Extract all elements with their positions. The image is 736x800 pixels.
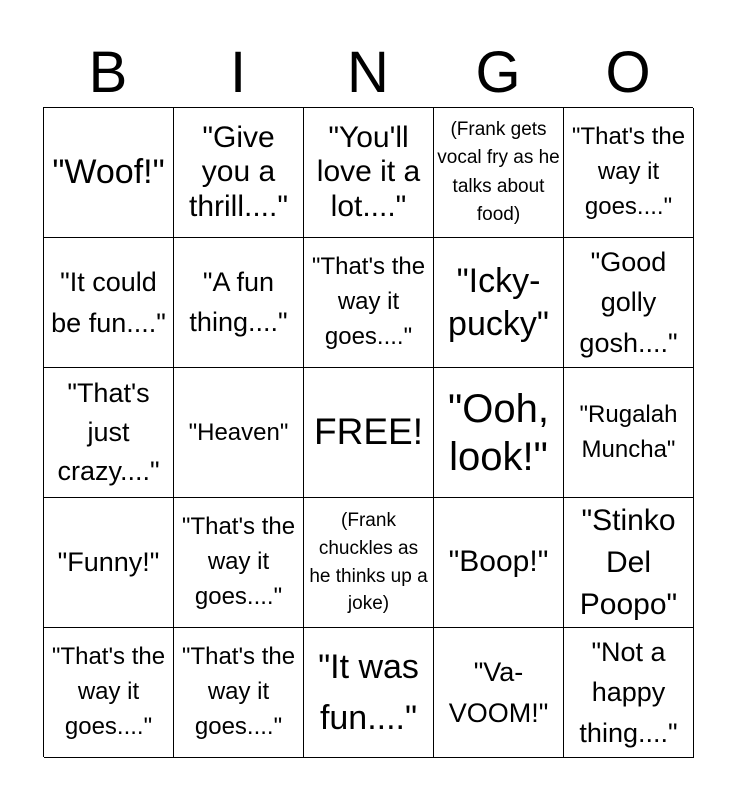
bingo-cell[interactable] bbox=[304, 238, 434, 368]
bingo-cell[interactable] bbox=[434, 108, 564, 238]
bingo-cell[interactable] bbox=[304, 628, 434, 758]
free-space-cell[interactable] bbox=[304, 368, 434, 498]
header-letter-n: N bbox=[347, 40, 389, 105]
bingo-cell-text: "That's the way it goes...." bbox=[51, 643, 166, 740]
bingo-cell-text: "That's the way it goes...." bbox=[571, 123, 686, 220]
bingo-cell-text: "Give you a thrill...." bbox=[189, 121, 288, 223]
bingo-cell-text: "That's the way it goes...." bbox=[311, 253, 426, 350]
bingo-cell[interactable] bbox=[174, 238, 304, 368]
bingo-cell-text: "Good golly gosh...." bbox=[579, 246, 678, 358]
bingo-cell-text: "That's the way it goes...." bbox=[181, 643, 296, 740]
bingo-card-grid bbox=[43, 107, 693, 757]
header-letter-g: G bbox=[475, 40, 521, 105]
bingo-cell-text: "Funny!" bbox=[57, 547, 160, 578]
bingo-cell[interactable] bbox=[44, 108, 174, 238]
bingo-cell-text: "That's the way it goes...." bbox=[181, 513, 296, 610]
bingo-cell-text: "Not a happy thing...." bbox=[579, 636, 678, 748]
bingo-cell[interactable] bbox=[434, 498, 564, 628]
bingo-cell[interactable] bbox=[304, 498, 434, 628]
bingo-cell[interactable] bbox=[174, 368, 304, 498]
bingo-cell-text: "Stinko Del Poopo" bbox=[579, 503, 678, 621]
bingo-cell[interactable] bbox=[174, 628, 304, 758]
header-letter-o: O bbox=[605, 40, 651, 105]
bingo-cell-text: "Woof!" bbox=[52, 153, 165, 192]
bingo-cell-text: "Icky-pucky" bbox=[448, 262, 549, 343]
bingo-cell[interactable] bbox=[44, 628, 174, 758]
bingo-cell[interactable] bbox=[564, 368, 694, 498]
bingo-cell[interactable] bbox=[564, 498, 694, 628]
bingo-cell-text: (Frank chuckles as he thinks up a joke) bbox=[309, 510, 428, 615]
bingo-cell[interactable] bbox=[304, 108, 434, 238]
bingo-cell-text: "Ooh, look!" bbox=[448, 386, 549, 479]
header-letter-b: B bbox=[88, 40, 128, 105]
header-letter-i: I bbox=[229, 40, 247, 105]
bingo-cell[interactable] bbox=[434, 238, 564, 368]
bingo-cell-text: (Frank gets vocal fry as he talks about food) bbox=[437, 118, 560, 225]
bingo-cell[interactable] bbox=[564, 238, 694, 368]
bingo-cell-text: "It was fun...." bbox=[318, 647, 419, 737]
bingo-cell[interactable] bbox=[174, 108, 304, 238]
bingo-cell-text: "Rugalah Muncha" bbox=[579, 400, 678, 463]
bingo-cell[interactable] bbox=[434, 628, 564, 758]
bingo-header bbox=[43, 40, 693, 106]
bingo-cell-text: "Boop!" bbox=[448, 545, 549, 579]
bingo-cell[interactable] bbox=[564, 108, 694, 238]
bingo-cell[interactable] bbox=[44, 368, 174, 498]
free-space-text: FREE! bbox=[314, 411, 423, 453]
bingo-cell-text: "It could be fun...." bbox=[51, 267, 166, 338]
bingo-cell-text: "A fun thing...." bbox=[189, 267, 288, 337]
bingo-cell-text: "That's just crazy...." bbox=[57, 377, 160, 487]
bingo-cell-text: "Va-VOOM!" bbox=[448, 657, 549, 728]
bingo-cell[interactable] bbox=[564, 628, 694, 758]
bingo-cell-text: "Heaven" bbox=[188, 418, 289, 446]
bingo-cell[interactable] bbox=[434, 368, 564, 498]
bingo-cell[interactable] bbox=[44, 498, 174, 628]
bingo-cell[interactable] bbox=[174, 498, 304, 628]
bingo-cell-text: "You'll love it a lot...." bbox=[316, 121, 421, 223]
bingo-cell[interactable] bbox=[44, 238, 174, 368]
